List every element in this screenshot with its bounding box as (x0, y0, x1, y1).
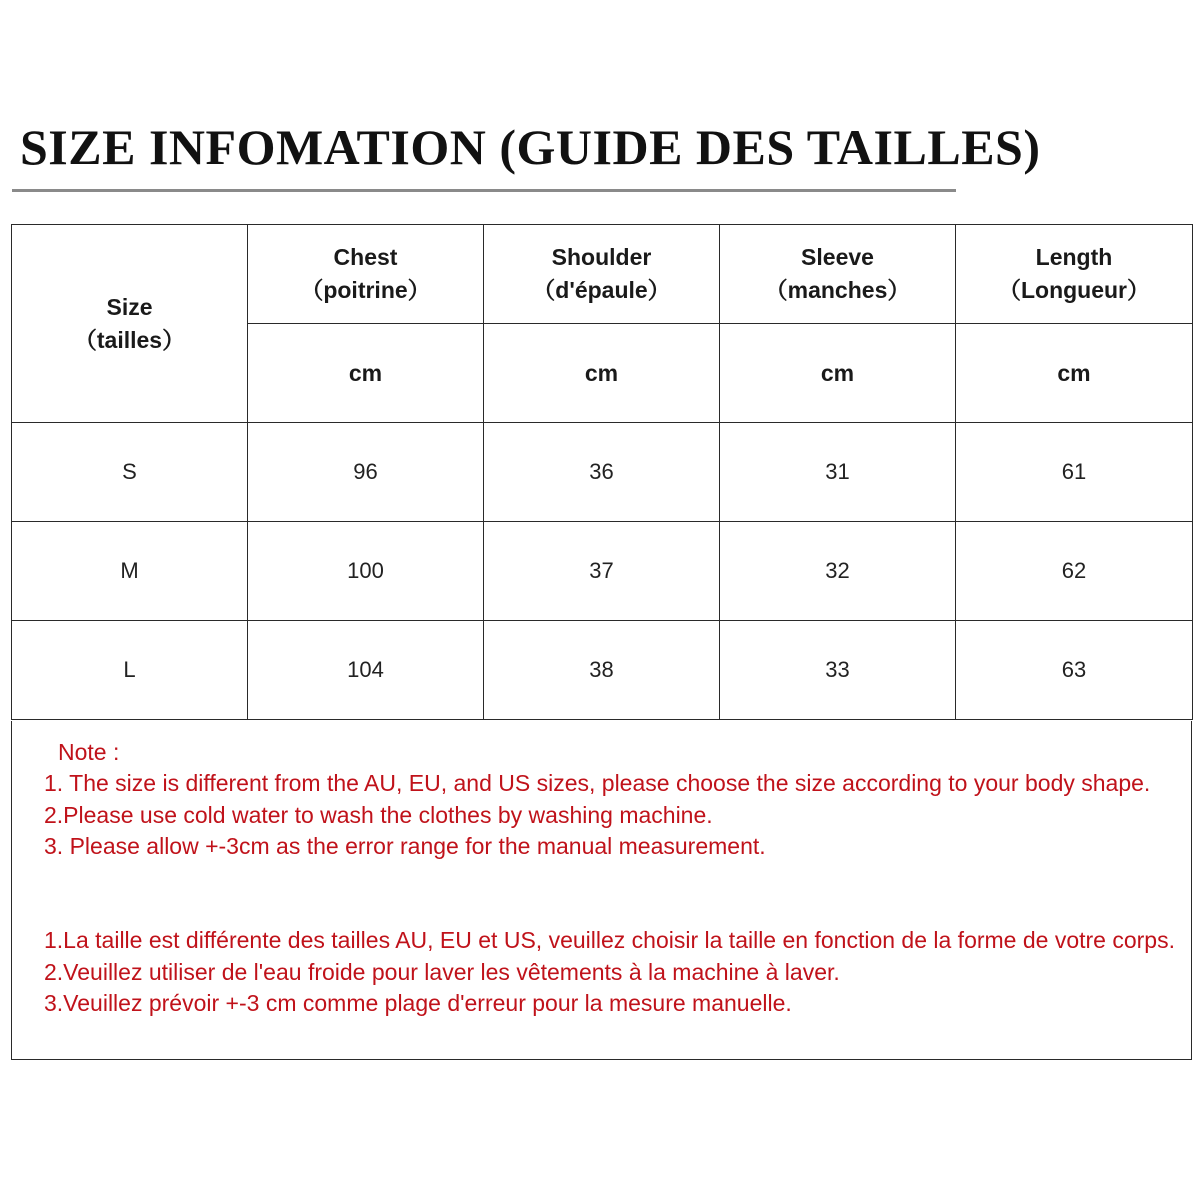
size-header-label: Size (106, 293, 153, 320)
column-sub-label: （Longueur） (997, 277, 1151, 303)
table-row (12, 621, 1193, 720)
notes-box (11, 721, 1192, 1060)
size-table (11, 224, 1193, 720)
chest-cell: 96 (248, 423, 484, 522)
french-note-1: 1.La taille est différente des tailles AU, EU et US, veuillez choisir la taille en fonction de la forme de votre corps. (44, 927, 1175, 953)
unit-cell-sleeve: cm (720, 324, 956, 423)
column-label: Shoulder (551, 244, 652, 270)
page-title: SIZE INFOMATION (GUIDE DES TAILLES) (20, 119, 1041, 175)
size-cell: L (12, 621, 248, 720)
length-cell: 61 (956, 423, 1193, 522)
french-notes (44, 925, 1184, 1020)
column-header-length (956, 225, 1193, 324)
english-notes (44, 768, 1164, 863)
chest-cell: 100 (248, 522, 484, 621)
column-label: Length (1035, 244, 1113, 270)
column-label: Chest (333, 244, 398, 270)
size-header-sub: （tailles） (73, 326, 186, 353)
title-underline (12, 189, 956, 192)
sleeve-cell: 32 (720, 522, 956, 621)
note-heading: Note : (58, 739, 120, 765)
column-header-shoulder (484, 225, 720, 324)
column-header-sleeve (720, 225, 956, 324)
sleeve-cell: 31 (720, 423, 956, 522)
column-sub-label: （poitrine） (300, 277, 431, 303)
unit-cell-chest: cm (248, 324, 484, 423)
chest-cell: 104 (248, 621, 484, 720)
shoulder-cell: 36 (484, 423, 720, 522)
english-note-1: 1. The size is different from the AU, EU, and US sizes, please choose the size according to your body shape. (44, 770, 1151, 796)
shoulder-cell: 38 (484, 621, 720, 720)
unit-cell-length: cm (956, 324, 1193, 423)
length-cell: 63 (956, 621, 1193, 720)
sleeve-cell: 33 (720, 621, 956, 720)
size-cell: M (12, 522, 248, 621)
column-label: Sleeve (801, 244, 874, 270)
french-note-3: 3.Veuillez prévoir +-3 cm comme plage d'erreur pour la mesure manuelle. (44, 990, 792, 1016)
english-note-2: 2.Please use cold water to wash the clothes by washing machine. (44, 801, 713, 828)
column-sub-label: （manches） (764, 277, 911, 303)
english-note-3: 3. Please allow +-3cm as the error range for the manual measurement. (44, 833, 766, 859)
column-sub-label: （d'épaule） (532, 277, 671, 303)
size-cell: S (12, 423, 248, 522)
table-row (12, 522, 1193, 621)
shoulder-cell: 37 (484, 522, 720, 621)
size-header-cell (12, 225, 248, 423)
unit-cell-shoulder: cm (484, 324, 720, 423)
french-note-2: 2.Veuillez utiliser de l'eau froide pour laver les vêtements à la machine à laver. (44, 958, 840, 985)
table-header-row (12, 225, 1193, 324)
column-header-chest (248, 225, 484, 324)
table-row (12, 423, 1193, 522)
length-cell: 62 (956, 522, 1193, 621)
